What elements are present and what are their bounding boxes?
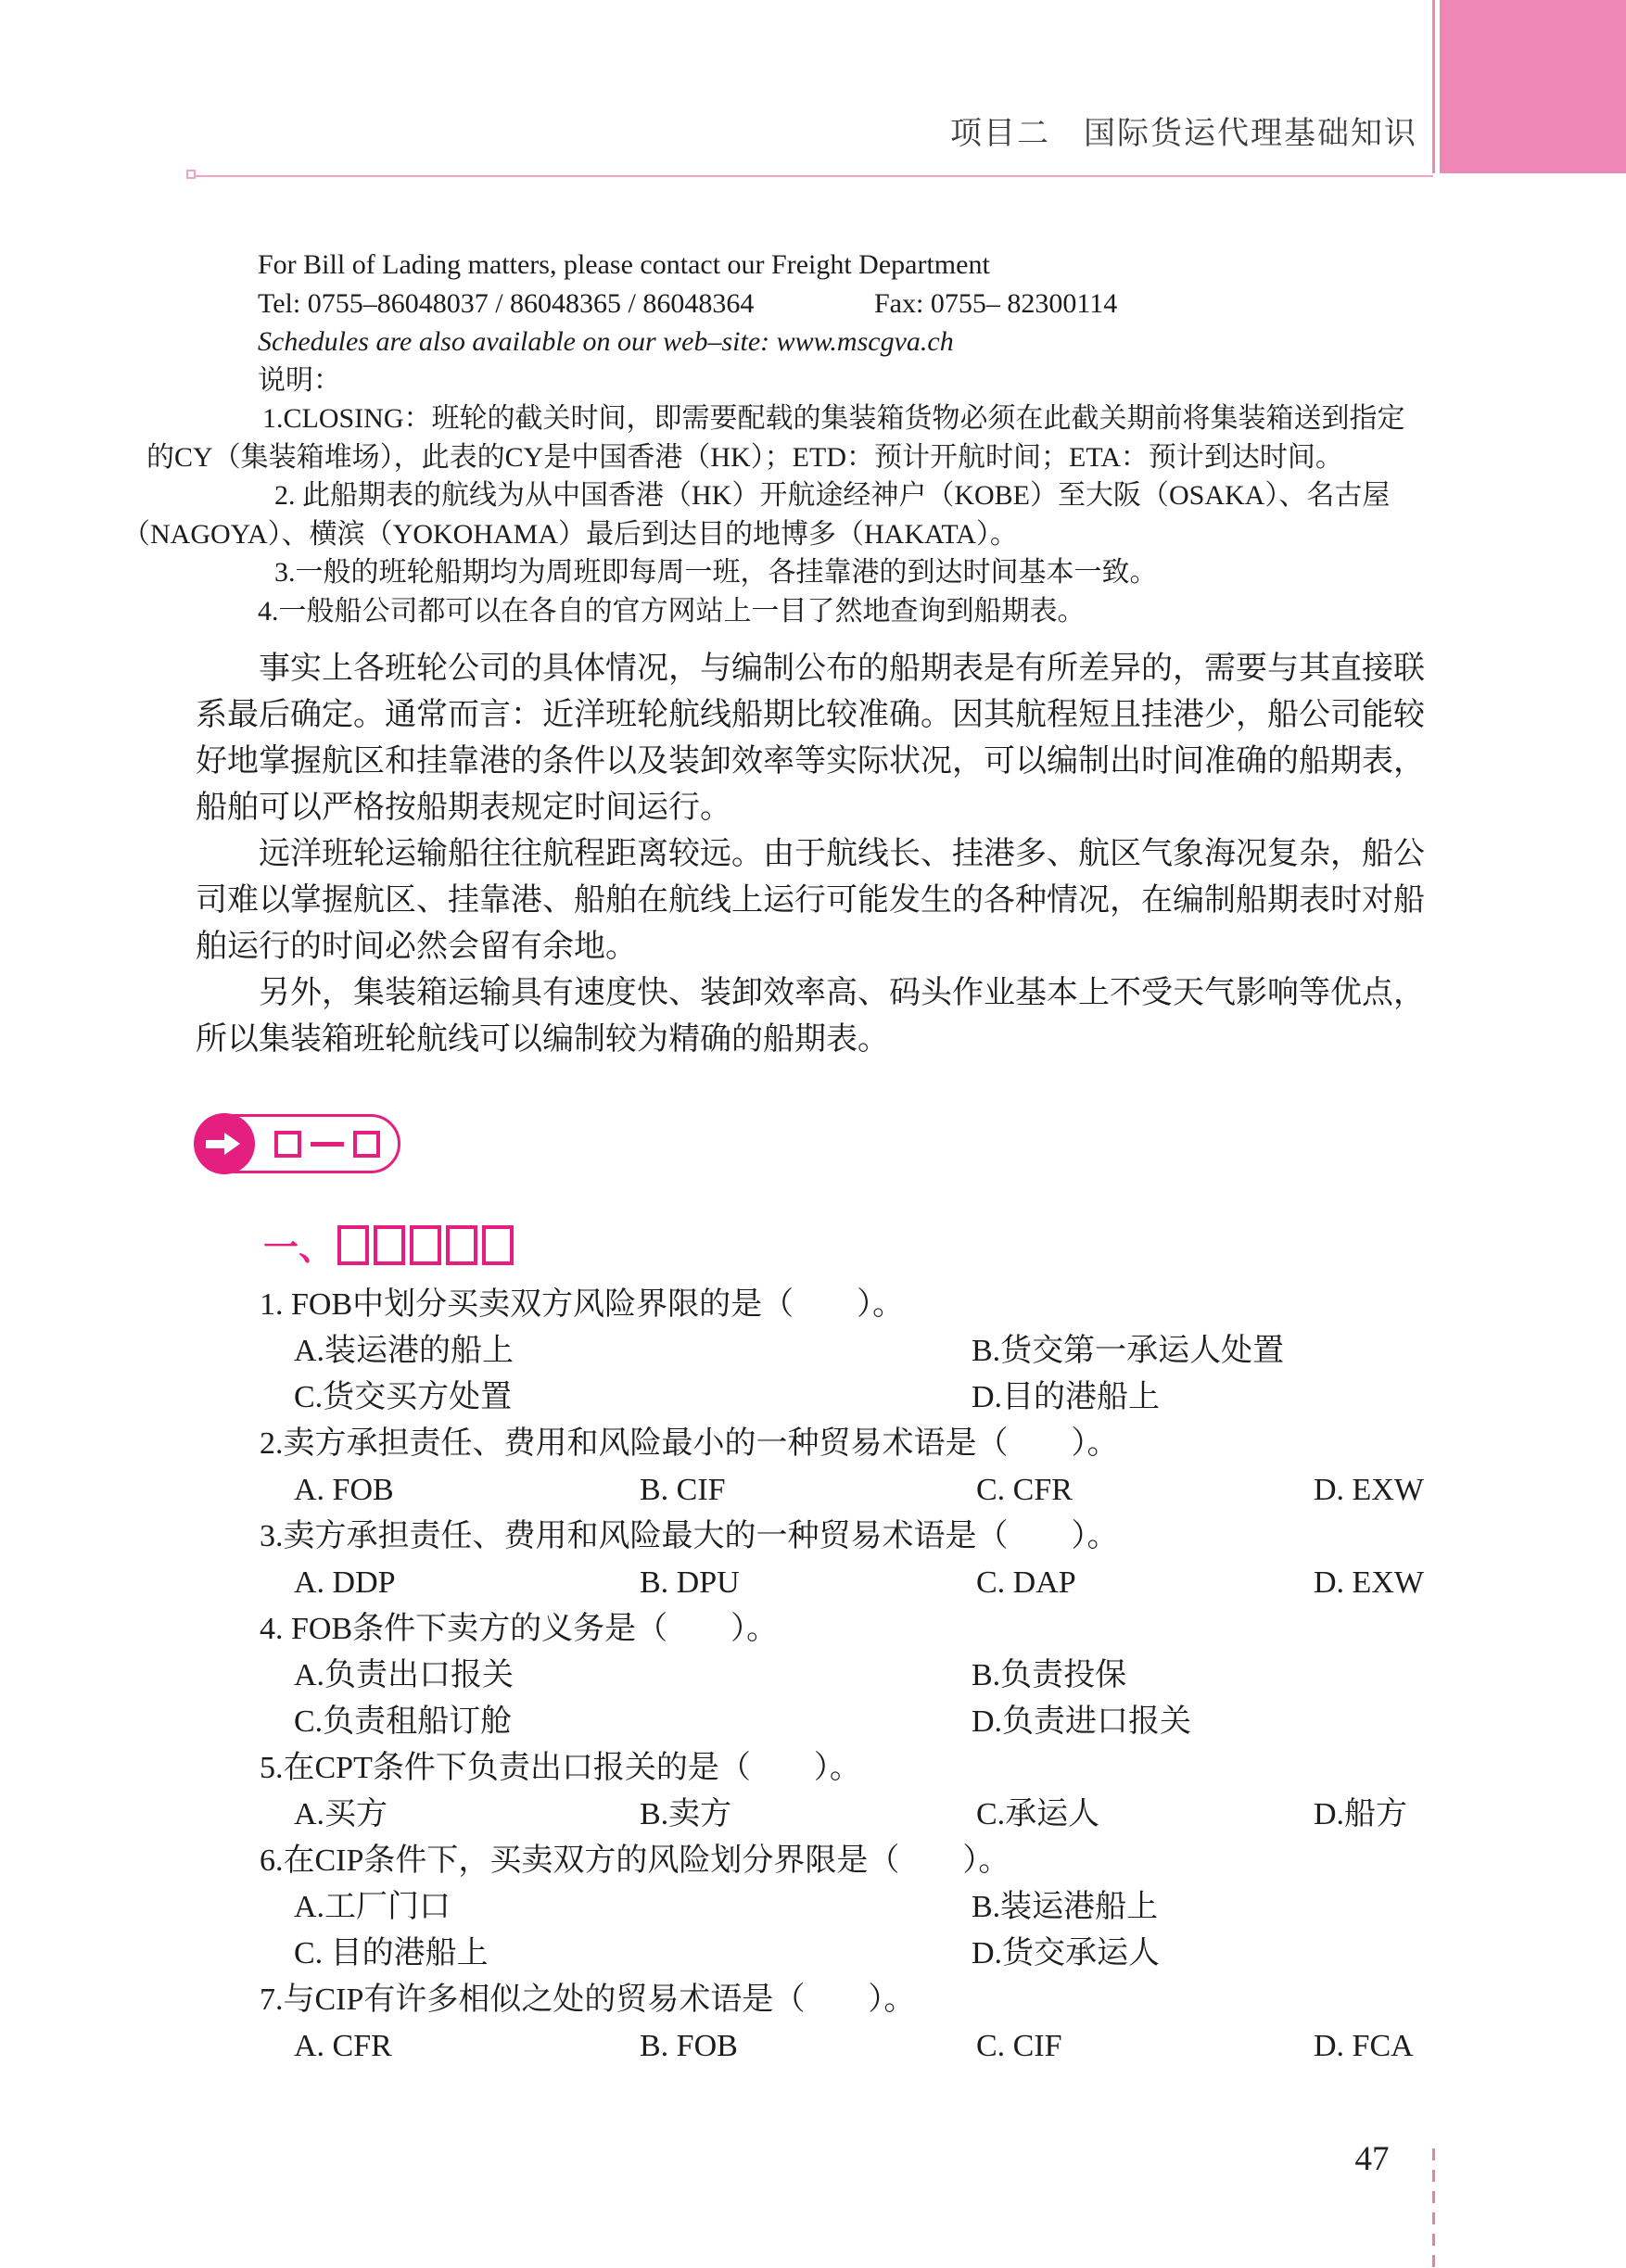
option-text: D.船方 [1314, 1797, 1408, 1831]
text-segment: 3.一般的班轮船期均为周班即每周一班，各挂靠港的到达时间基本一致。 [274, 557, 1158, 588]
option-row [260, 1884, 1465, 1931]
text-line: 舶运行的时间必然会留有余地。 [196, 930, 637, 964]
text-line: 另外，集装箱运输具有速度快、装卸效率高、码头作业基本上不受天气影响等优点， [259, 976, 1425, 1010]
missing-glyph-box [410, 1225, 441, 1265]
text-line [139, 476, 1455, 515]
option-row [260, 1792, 1465, 1838]
option-text: D.货交承运人 [972, 1936, 1161, 1970]
section-heading [263, 1222, 514, 1266]
option-text: D. FCA [1314, 2029, 1414, 2063]
option-text: B.负责投保 [972, 1658, 1127, 1692]
text-segment: Fax: 0755– 82300114 [874, 287, 1118, 319]
question-text: 2.卖方承担责任、费用和风险最小的一种贸易术语是（ ）。 [260, 1426, 1119, 1461]
text-segment: Tel: 0755–86048037 / 86048365 / 86048364 [258, 287, 755, 319]
text-segment: 说明： [258, 364, 341, 396]
option-text: A. DDP [294, 1565, 396, 1600]
option-row [260, 1560, 1465, 1606]
missing-glyph-box [446, 1225, 477, 1265]
option-text: A.买方 [294, 1797, 388, 1831]
section-heading-prefix: 一、 [263, 1228, 335, 1268]
text-line: 司难以掌握航区、挂靠港、船舶在航线上运行可能发生的各种情况，在编制船期表时对船 [196, 883, 1425, 918]
footer-dashed-line [1432, 2148, 1435, 2268]
text-line: 远洋班轮运输船往往航程距离较远。由于航线长、挂港多、航区气象海况复杂，船公 [259, 837, 1425, 871]
text-segment: 4.一般船公司都可以在各自的官方网站上一目了然地查询到船期表。 [258, 595, 1086, 627]
text-line [139, 323, 1455, 361]
option-row [260, 1653, 1465, 1699]
text-line: 所以集装箱班轮航线可以编制较为精确的船期表。 [196, 1022, 889, 1057]
option-text: C. 目的港船上 [294, 1936, 489, 1970]
question-rows [260, 1282, 1465, 2070]
question-row [260, 1282, 1465, 1328]
page-number: 47 [1354, 2140, 1390, 2178]
option-text: A.装运港的船上 [294, 1334, 514, 1368]
option-text: C.承运人 [976, 1797, 1100, 1831]
option-text: C.货交买方处置 [294, 1380, 513, 1414]
missing-glyph-box [374, 1225, 405, 1265]
text-line [139, 438, 1455, 477]
running-head-title: 项目二 国际货运代理基础知识 [950, 116, 1417, 151]
option-row [260, 1328, 1465, 1375]
missing-glyph-box [482, 1225, 514, 1265]
question-row [260, 1977, 1465, 2023]
text-segment: For Bill of Lading matters, please contact our Freight Department [258, 249, 990, 280]
option-row [260, 1699, 1465, 1745]
option-text: A.工厂门口 [294, 1890, 451, 1924]
text-segment: （NAGOYA）、横滨（YOKOHAMA）最后到达目的地博多（HAKATA）。 [122, 518, 1018, 550]
text-line [139, 285, 1455, 323]
question-row [260, 1606, 1465, 1653]
dash-glyph [311, 1142, 344, 1147]
question-row [260, 1514, 1465, 1560]
question-text: 1. FOB中划分买卖双方风险界限的是（ ）。 [260, 1287, 905, 1322]
header-rule-line [193, 175, 1433, 177]
text-line: 事实上各班轮公司的具体情况，与编制公布的船期表是有所差异的，需要与其直接联 [259, 652, 1425, 686]
option-text: D.目的港船上 [972, 1380, 1161, 1414]
text-segment: 1.CLOSING：班轮的截关时间，即需要配载的集装箱货物必须在此截关期前将集装箱送到指定 [262, 403, 1405, 434]
option-text: D. EXW [1314, 1565, 1424, 1600]
text-line: 船舶可以严格按船期表规定时间运行。 [196, 791, 731, 825]
text-line: 系最后确定。通常而言：近洋班轮航线船期比较准确。因其航程短且挂港少，船公司能较 [196, 698, 1425, 732]
paragraph-lines [196, 646, 1442, 1063]
option-text: A. FOB [294, 1473, 394, 1507]
section-title-boxes [337, 1225, 514, 1265]
option-text: C. DAP [976, 1565, 1076, 1600]
question-text: 4. FOB条件下卖方的义务是（ ）。 [260, 1612, 779, 1646]
option-text: C. CIF [976, 2029, 1062, 2063]
text-line [139, 361, 1455, 400]
option-row [260, 1467, 1465, 1514]
arrow-right-icon [206, 1140, 226, 1148]
intro-lines [122, 246, 1455, 630]
option-row [260, 1931, 1465, 1977]
option-row [260, 2023, 1465, 2070]
header-rule-end-square [186, 170, 196, 179]
option-text: C. CFR [976, 1473, 1073, 1507]
question-text: 3.卖方承担责任、费用和风险最大的一种贸易术语是（ ）。 [260, 1519, 1119, 1553]
practice-badge-circle [194, 1113, 255, 1174]
option-text: D. EXW [1314, 1473, 1424, 1507]
question-row [260, 1745, 1465, 1792]
question-text: 6.在CIP条件下，买卖双方的风险划分界限是（ ）。 [260, 1844, 1010, 1878]
option-text: B.卖方 [640, 1797, 732, 1831]
option-text: B.装运港船上 [972, 1890, 1159, 1924]
option-text: B. CIF [640, 1473, 726, 1507]
text-line [139, 592, 1455, 631]
option-text: B.货交第一承运人处置 [972, 1334, 1285, 1368]
arrow-right-icon [224, 1133, 240, 1155]
question-text: 5.在CPT条件下负责出口报关的是（ ）。 [260, 1751, 861, 1785]
text-line: 好地掌握航区和挂靠港的条件以及装卸效率等实际状况，可以编制出时间准确的船期表， [196, 744, 1425, 779]
text-line [122, 515, 1455, 554]
option-text: A. CFR [294, 2029, 392, 2063]
option-text: A.负责出口报关 [294, 1658, 514, 1692]
question-text: 7.与CIP有许多相似之处的贸易术语是（ ）。 [260, 1983, 916, 2017]
option-text: B. DPU [640, 1565, 740, 1600]
question-row [260, 1838, 1465, 1884]
text-segment: 的CY（集装箱堆场），此表的CY是中国香港（HK）；ETD：预计开航时间；ETA：预计到达时间。 [146, 441, 1343, 473]
missing-glyph-box [337, 1225, 369, 1265]
missing-glyph-box [353, 1131, 380, 1158]
text-line [139, 553, 1455, 592]
question-row [260, 1421, 1465, 1467]
text-line [139, 399, 1455, 438]
missing-glyph-box [274, 1131, 301, 1158]
option-text: C.负责租船订舱 [294, 1704, 513, 1739]
text-line [139, 246, 1455, 285]
option-text: D.负责进口报关 [972, 1704, 1192, 1739]
option-text: B. FOB [640, 2029, 738, 2063]
corner-accent-strip [1432, 0, 1435, 173]
corner-accent-block [1440, 0, 1626, 173]
text-segment: Schedules are also available on our web–site: www.mscgva.ch [258, 326, 954, 357]
text-segment: 2. 此船期表的航线为从中国香港（HK）开航途经神户（KOBE）至大阪（OSAKA）、名古屋 [274, 480, 1391, 511]
option-row [260, 1375, 1465, 1421]
